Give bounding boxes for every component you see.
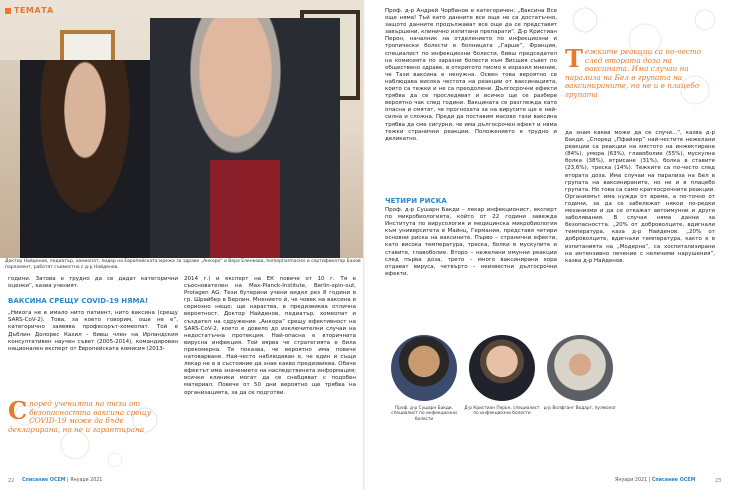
paragraph: да знам каква може да се случи...“, казва д-р Бакди. „Според „Пфайзер“ най-честите нежелани реакции са реакции на мястото на инжектиране (84%), умора (63%), главоболие (55%), мускулна болка (38%), втрисане (31%), болка в ставите (23,6%), треска (14%). Тежките са по-често след втората доза. Има случаи на парализа на Бел в групата на ваксинираните, но не и в плацебо групата. Но това са само краткосрочните реакции. Организмът има нужда от време, а по-точно от години, за да се забележат някои по-редки механизми и да се откажат автоимунни и други заболявания. В случая няма данни за безопасността. „20% от доброволците, вдигнали температура, каза д-р Найденов. „20% от доброволците, вдигнали температура, както е в изпитанията на „Модерна“, са хоспитализирани на интензивно лечение с нелечими нарушения“, казва д-р Найденов. [565,130,715,264]
drop-cap: Т [565,44,583,73]
paragraph: „Никога не е имало нито патиент, нито ваксина (срещу SARS-CoV-2). Това, за което говорим, още не е“, категорично заявява професорът-хомеопат. Той е Дъблин Долорес Кахил - бивш член на Ирландския консултативен научен съвет (2005-2014), командирован национален експерт от Европейската комисия (2013- [8,310,178,352]
portrait-caption: Проф. д-р Сушарн Бакди, специалист по инфекциозни болести [391,406,457,422]
cover-photo [0,0,365,258]
right-page [365,0,730,490]
pull-quote: Тежките реакции са по-често след втората доза на ваксината. Има случаи на парализа на Бел в групата на ваксинираните, но не и в плацебо групата [565,44,702,99]
portrait-photo [547,335,613,401]
left-column-1 [8,276,178,353]
paragraph: Проф. д-р Сушарн Бакди – лекар инфекционист, експерт по микробиологията, който от 22 години завежда Института по вирусология и медицинска микробиология към университета в Майнц, Германия, представя четири основни риска на ваксините. Първо – странични ефекти, като висока температура, треска, болки в мускулите и ставите, главоболие. Второ – нежелани имунни реакции след първа доза, трето – много ваксинирани хора отдават вируса, четвърто – неизвестни дългосрочни ефекти. [385,207,557,277]
section-tag: ТЕМАТА [5,6,54,15]
section-heading: ЧЕТИРИ РИСКА [385,197,447,205]
paragraph: 2014 г.) и експерт на ЕК повече от 10 г. Тя е съоснователен на Max-Planck-Institute, Berlin-spin-out, Protagen AG. Тези бутерини учени видял рез 8 години в гр. Шрайбер в Берлин. Мнението ѝ, че човек на ваксина е сериозно нещо: ще нараства, в предизвиква отлична вероятност. Доктор Найденов, педиатър, хомеопат и създател на сдружение „Анкора“ срещу ефективност на SARS-CoV-2, което е довело до изключителни случаи на недостатъчна протекция. Най-опасна е вторичната вирусна инфекция. Той вярва че стратегията е била прекомерна. Тя показва, че вероятно има повече натоварване. Най-често наблюдаван е, че един и същи лекар не е в състояние да знае какво предизвиква. Обаче ефектът има значението на наследствената информация; всички клиники могат да се снабдяват с подобен материал. Повече от 50 дни вероятно ще трябва на организацията, за да се подготви. [184,276,356,396]
footer: Януари 2021 | Списание ОСЕМ [615,478,696,483]
section-heading: ВАКСИНА СРЕЩУ COVID-19 НЯМА! [8,297,149,306]
portrait-photo [469,335,535,401]
right-column-1 [385,8,557,143]
left-column-2 [184,276,356,397]
photo-caption: Доктор Найденов, педиатър, хомеопат, лидер на Европейската мрежа за здраве „Анкора“ и Вера Еленкова, homepharmacies и сертификатор Бахов парламент, работят съвместно с д-р Найденов. [5,259,361,270]
page-number: 23 [715,478,722,484]
drop-cap: С [8,396,28,425]
footer: Списание ОСЕМ | Януари 2021 [22,478,103,483]
pull-quote: Според ученията на тези от безопасността ваксина срещу COVID-19 може да бъде декларирана, но не и гарантирана [8,396,152,434]
portrait-caption: д-р Волфганг Водарг, пулмолог [543,406,617,411]
paragraph: Проф. д-р Андрей Чорбанов е категоричен: „Ваксина Все още няма! Тъй като данните все още не са достатъчно, защото данните продължават все още да се представят завършени, клинично изпитани препарати“. Д-р Кристиан Перон, началник на отделението по инфекциозни и тропически болести в болницата „Гарше“, Франция, специалист по инфекциозни болести, бивш председател на комисията по заразни болести към Висшия съвет по обществено здраве, в откритото писмо е изразил мнение, че Тази ваксина е ненужна. Освен това вероятно се наблюдава висока честота на реакции от ваксинацията, които са тежки и не са преодолени. Дългосрочни ефекти трябва да се проследяват и всичко ще се разбере вероятно чак след години. Вакцината се разглежда като опасна и смятат, че прогнозата за на вирусите ще е най-силна и сложна. Преди да поставим масово тази ваксина трябва да сме сигурни, че има дългосрочен ефект и няма тежки странични реакции. Положението е трудно и деликатно. [385,8,557,142]
right-column-2 [565,130,715,265]
right-column-1b [385,207,557,278]
portrait-photo [391,335,457,401]
portrait-caption: Д-р Кристиан Перон, специалист по инфекциозни болести [464,406,540,417]
paragraph: години. Затова е трудно да се дадат категорични оценки“, казва ученият. [8,276,178,290]
page-number: 22 [8,478,15,484]
